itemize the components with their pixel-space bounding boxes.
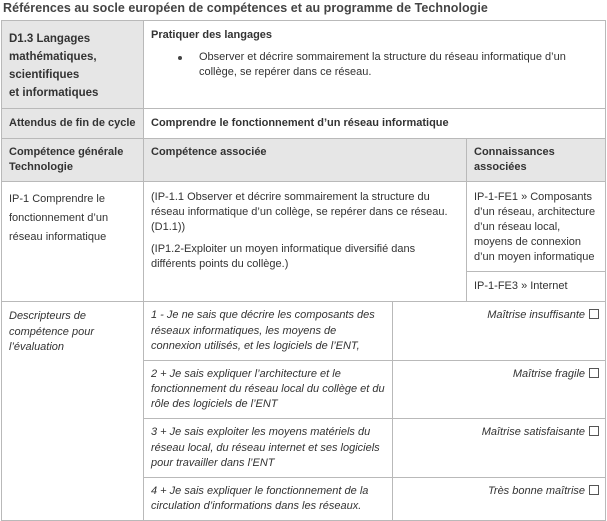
level-checkbox[interactable]: [589, 426, 599, 436]
level-checkbox[interactable]: [589, 309, 599, 319]
practice-bullet-text: Observer et décrire sommairement la structure du réseau informatique d’un collège, se repérer dans ce réseau.: [199, 51, 566, 79]
level-label: Maîtrise fragile: [512, 367, 586, 380]
level-label: Maîtrise satisfaisante: [481, 426, 586, 439]
associated-knowledge-header: Connaissances associées: [467, 139, 606, 182]
practice-cell: [144, 21, 606, 109]
general-competence-cell: IP-1 Comprendre le fonctionnement d’un réseau informatique: [2, 182, 144, 302]
associated-competence-cell: [144, 182, 467, 302]
associated-competence-header: Compétence associée: [144, 139, 467, 182]
descriptor-text: 3 + Je sais exploiter les moyens matériels du réseau local, du réseau internet et ses logiciels pour travailler dans l’ENT: [144, 419, 393, 478]
bullet-icon: [178, 56, 182, 60]
level-cell: [393, 419, 606, 478]
level-cell: [393, 477, 606, 520]
expected-value: Comprendre le fonctionnement d’un réseau informatique: [144, 109, 606, 139]
table-row: [2, 182, 606, 272]
descriptor-text: 4 + Je sais expliquer le fonctionnement de la circulation d’informations dans les réseaux.: [144, 477, 393, 520]
level-checkbox[interactable]: [589, 368, 599, 378]
table-row: [2, 139, 606, 182]
list-item: [151, 50, 599, 80]
expected-label: Attendus de fin de cycle: [2, 109, 144, 139]
descriptors-label: Descripteurs de compétence pour l’évaluation: [2, 302, 144, 521]
practice-heading: Pratiquer des langages: [151, 29, 273, 41]
knowledge-fe1: IP-1-FE1 » Composants d’un réseau, architecture d’un réseau local, moyens de connexion d’un moyen informatique: [467, 182, 606, 272]
competence-table: [1, 20, 606, 521]
table-row: [2, 109, 606, 139]
knowledge-fe3: IP-1-FE3 » Internet: [467, 272, 606, 302]
table-row: [2, 302, 606, 361]
level-label: Très bonne maîtrise: [488, 484, 586, 497]
domain-label: D1.3 Langages mathématiques, scientifiques et informatiques: [9, 33, 99, 99]
level-label: Maîtrise insuffisante: [487, 309, 586, 322]
descriptor-text: 2 + Je sais expliquer l’architecture et le fonctionnement du réseau local du collège et du rôle des logiciels de l’ENT: [144, 360, 393, 419]
general-competence-header: Compétence générale Technologie: [2, 139, 144, 182]
level-cell: [393, 360, 606, 419]
table-row: [2, 21, 606, 109]
page-title: Références au socle européen de compétences et au programme de Technologie: [3, 1, 488, 15]
level-checkbox[interactable]: [589, 485, 599, 495]
competence-ip-1-1: (IP-1.1 Observer et décrire sommairement la structure du réseau informatique d’un collège, se repérer dans ce réseau. (D1.1)): [151, 191, 448, 234]
competence-ip-1-2: (IP1.2-Exploiter un moyen informatique diversifié dans différents points du collège.): [151, 243, 416, 271]
domain-cell: [2, 21, 144, 109]
level-cell: [393, 302, 606, 361]
descriptor-text: 1 - Je ne sais que décrire les composants des réseaux informatiques, les moyens de connexion utilisés, et les logiciels de l’ENT,: [144, 302, 393, 361]
